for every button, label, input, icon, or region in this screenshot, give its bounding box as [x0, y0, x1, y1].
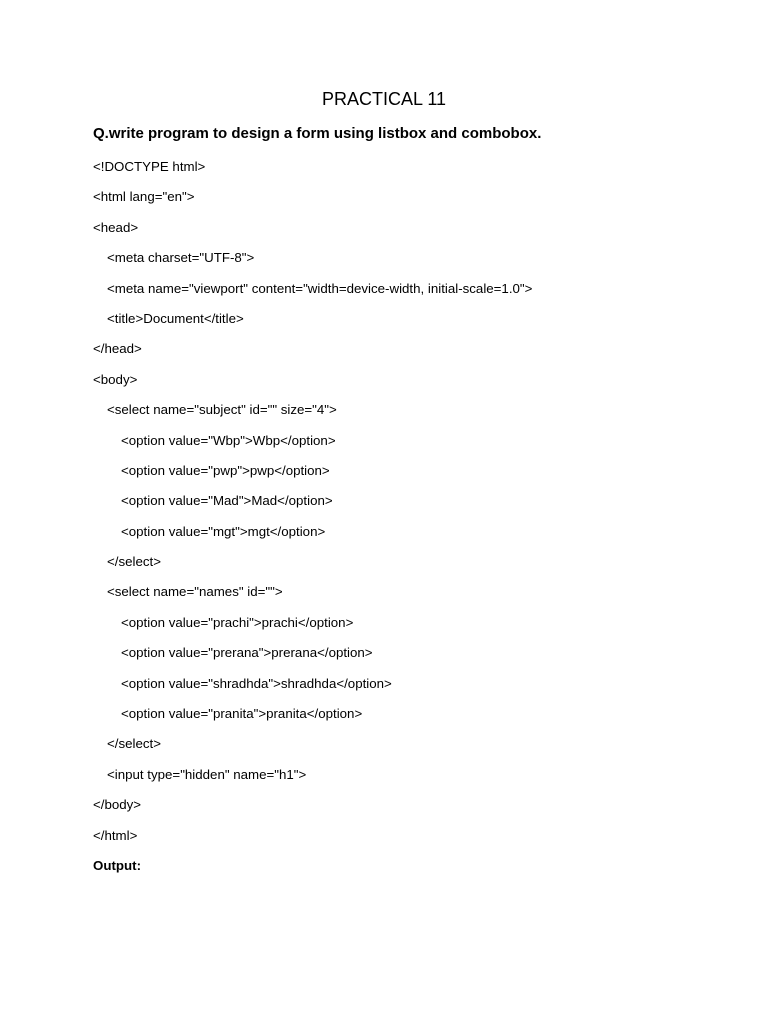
code-line-doctype: <!DOCTYPE html>	[93, 159, 206, 174]
code-line-meta-charset: <meta charset="UTF-8">	[107, 250, 255, 266]
code-line-option: <option value="shradhda">shradhda</option>	[121, 675, 392, 691]
code-line-option: <option value="Wbp">Wbp</option>	[121, 432, 336, 448]
code-line-option: <option value="prerana">prerana</option>	[121, 645, 373, 661]
output-label: Output:	[93, 858, 141, 873]
code-line-html-open: <html lang="en">	[93, 189, 195, 205]
code-line-option: <option value="Mad">Mad</option>	[121, 493, 333, 509]
code-line-option: <option value="prachi">prachi</option>	[121, 614, 354, 630]
code-line-body-open: <body>	[93, 371, 138, 387]
code-line-option: <option value="pwp">pwp</option>	[121, 462, 330, 478]
code-line-select-names: <select name="names" id="">	[107, 584, 283, 600]
code-line-input-hidden: <input type="hidden" name="h1">	[107, 766, 307, 782]
code-line-title: <title>Document</title>	[107, 310, 244, 326]
page-title: PRACTICAL 11	[321, 89, 447, 109]
code-line-html-close: </html>	[93, 827, 138, 843]
code-line-meta-viewport: <meta name="viewport" content="width=device-width, initial-scale=1.0">	[107, 280, 533, 296]
code-line-head-close: </head>	[93, 341, 142, 357]
code-line-select-close: </select>	[107, 736, 161, 752]
code-line-option: <option value="pranita">pranita</option>	[121, 706, 363, 722]
code-line-option: <option value="mgt">mgt</option>	[121, 523, 326, 539]
question-heading: Q.write program to design a form using listbox and combobox.	[93, 125, 542, 142]
code-line-select-subject: <select name="subject" id="" size="4">	[107, 402, 337, 418]
code-listing	[93, 159, 532, 858]
code-line-select-close: </select>	[107, 554, 161, 570]
code-line-body-close: </body>	[93, 797, 142, 813]
code-line-head-open: <head>	[93, 219, 139, 235]
